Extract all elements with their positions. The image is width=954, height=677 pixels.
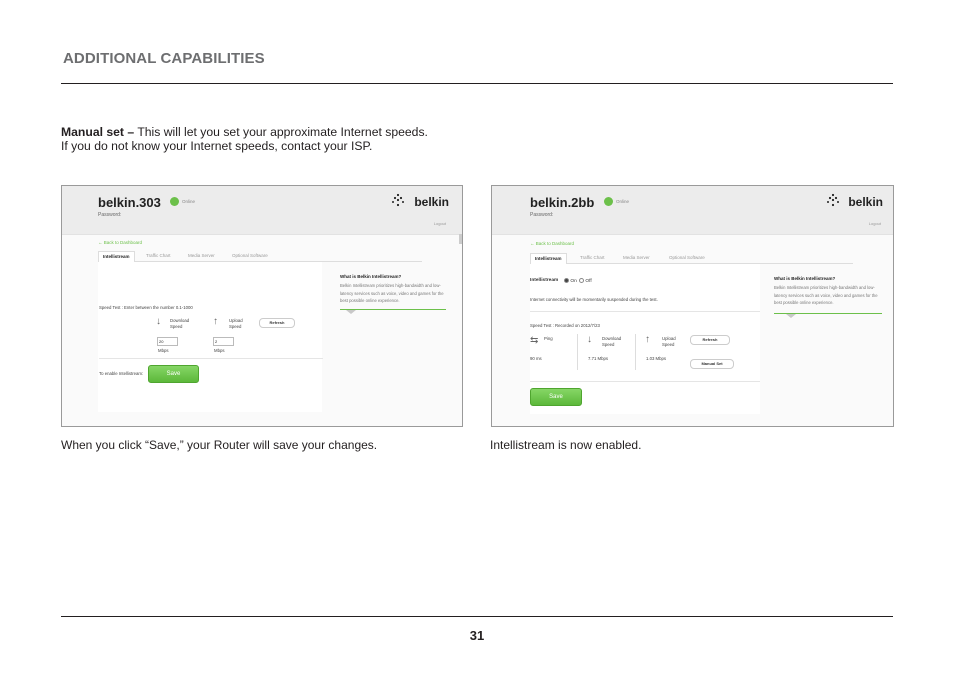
divider (99, 358, 323, 359)
upload-value: 1.03 Mbps (646, 356, 667, 361)
side-title: What is Belkin Intellistream? (340, 274, 402, 279)
tab-intellistream[interactable]: Intellistream (530, 253, 567, 264)
belkin-logo-icon (392, 193, 404, 207)
column-divider (577, 334, 578, 370)
tab-media-server[interactable]: Media Server (623, 255, 650, 260)
device-name: belkin.2bb (530, 195, 595, 210)
refresh-button[interactable]: Refresh (259, 318, 295, 328)
ping-arrows-icon: ⇆ (530, 335, 539, 346)
download-label-2: Speed (602, 342, 615, 347)
tab-optional-software[interactable]: Optional Software (669, 255, 705, 260)
save-button[interactable]: Save (530, 388, 582, 406)
tab-bar (530, 253, 853, 264)
side-pointer (786, 314, 796, 318)
speed-test-label: Speed Test : Recorded on 2012/7/23 (530, 323, 600, 328)
belkin-logo-text: belkin (414, 195, 449, 209)
upload-arrow-icon: ↑ (213, 316, 218, 327)
belkin-logo-icon (827, 193, 839, 207)
download-arrow-icon: ↓ (587, 334, 592, 345)
device-name: belkin.303 (98, 195, 161, 210)
column-divider (635, 334, 636, 370)
upload-speed-input[interactable]: 2 (213, 337, 234, 346)
online-status-icon (604, 197, 613, 206)
upload-label-2: Speed (229, 324, 242, 329)
download-arrow-icon: ↓ (156, 316, 161, 327)
download-speed-input[interactable]: 20 (157, 337, 178, 346)
off-radio[interactable] (579, 278, 592, 284)
download-value: 7.71 Mbps (588, 356, 609, 361)
download-label-2: Speed (170, 324, 183, 329)
side-pointer (346, 310, 356, 314)
upload-arrow-icon: ↑ (645, 334, 650, 345)
side-description: Belkin Intellistream prioritizes high-bandwidth and low-latency services such as voice, video and games for the best possible online experience. (774, 285, 878, 305)
logout-link[interactable]: Logout (868, 221, 881, 226)
upload-unit: Mbps (214, 348, 225, 353)
belkin-logo-text: belkin (848, 195, 883, 209)
intro-paragraph (61, 125, 428, 153)
tab-intellistream[interactable]: Intellistream (98, 251, 135, 262)
scrollbar[interactable] (459, 234, 462, 244)
password-label: Password: (98, 212, 122, 218)
bottom-divider (61, 616, 893, 617)
tab-media-server[interactable]: Media Server (188, 253, 215, 258)
section-title: ADDITIONAL CAPABILITIES (63, 50, 265, 67)
upload-label-1: Upload (229, 318, 243, 323)
on-radio[interactable] (564, 278, 577, 284)
ping-value: 90 ms (530, 356, 542, 361)
refresh-button[interactable]: Refresh (690, 335, 730, 345)
manual-set-button[interactable]: Manual Set (690, 359, 734, 369)
enable-label: To enable Intellistream: (99, 371, 144, 376)
divider (530, 381, 760, 382)
tab-bar (98, 251, 422, 262)
on-radio-icon (564, 278, 569, 283)
on-label: On (570, 278, 577, 284)
notice-text: Internet connectivity will be momentarily suspended during the test. (530, 297, 658, 302)
upload-label-1: Upload (662, 336, 676, 341)
caption-left: When you click “Save,” your Router will save your changes. (61, 438, 378, 452)
side-title: What is Belkin Intellistream? (774, 276, 836, 281)
screenshot-intellistream-enabled (491, 185, 894, 427)
speed-test-label: Speed Test : Enter between the number 0.1-1000 (99, 305, 193, 310)
page-number: 31 (469, 628, 485, 643)
ping-label: Ping (544, 336, 553, 341)
intellistream-panel (98, 262, 322, 412)
upload-label-2: Speed (662, 342, 675, 347)
password-label: Password: (530, 212, 554, 218)
off-label: Off (585, 278, 592, 284)
side-description: Belkin Intellistream prioritizes high-bandwidth and low-latency services such as voice, video and games for the best possible online experience. (340, 283, 444, 303)
back-to-dashboard-link[interactable]: ← Back to Dashboard (98, 240, 143, 245)
tab-optional-software[interactable]: Optional Software (232, 253, 268, 258)
tab-traffic-chart[interactable]: Traffic Chart (580, 255, 605, 260)
back-to-dashboard-link[interactable]: ← Back to Dashboard (530, 241, 575, 246)
download-unit: Mbps (158, 348, 169, 353)
intro-line1: This will let you set your approximate Internet speeds. (134, 125, 428, 139)
intro-line2: If you do not know your Internet speeds, contact your ISP. (61, 139, 373, 153)
intellistream-label: Intellistream (530, 278, 559, 283)
online-status-icon (170, 197, 179, 206)
caption-right: Intellistream is now enabled. (490, 438, 642, 452)
online-status-label: Online (616, 199, 630, 204)
tab-traffic-chart[interactable]: Traffic Chart (146, 253, 171, 258)
save-button[interactable]: Save (148, 365, 199, 383)
logout-link[interactable]: Logout (433, 221, 446, 226)
divider (530, 311, 760, 312)
online-status-label: Online (182, 199, 196, 204)
download-label-1: Download (602, 336, 622, 341)
off-radio-icon (579, 278, 584, 283)
screenshot-manual-set (61, 185, 463, 427)
intro-bold: Manual set – (61, 125, 135, 139)
top-divider (61, 83, 893, 84)
download-label-1: Download (170, 318, 190, 323)
